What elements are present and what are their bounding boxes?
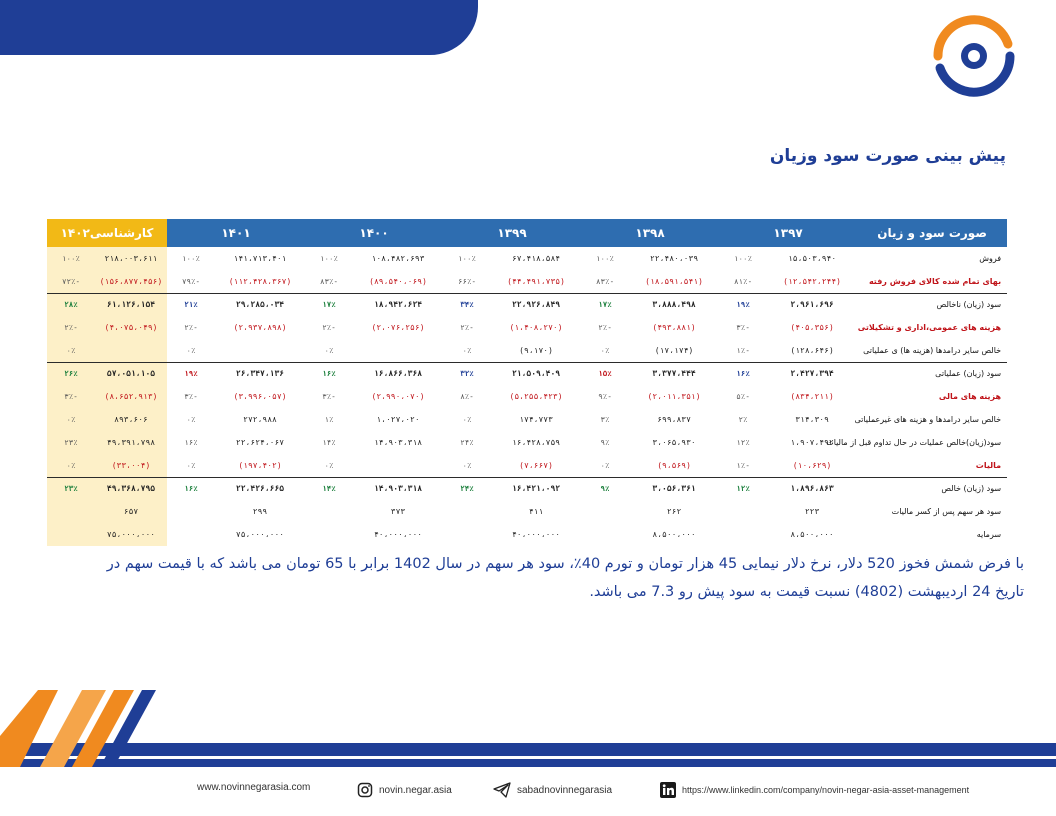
percent-cell: ۹٪: [581, 477, 629, 500]
percent-cell: [581, 500, 629, 523]
value-cell: ۲۷۲،۹۸۸: [243, 415, 277, 424]
percent-cell: -۲٪: [47, 316, 95, 339]
percent-cell: ۱۴٪: [305, 477, 353, 500]
percent-cell: -۸۱٪: [734, 276, 753, 286]
year-header: ۱۳۹۹: [443, 219, 581, 247]
percent-cell: [47, 523, 95, 546]
value-cell: ۲۹۹: [252, 507, 268, 516]
row-label: سود(زیان)خالص عملیات در حال تداوم قبل از مالیات: [826, 438, 1002, 447]
value-cell: [353, 339, 443, 362]
value-cell: (۱،۴۰۸،۲۷۰): [509, 323, 563, 332]
percent-cell: ۰٪: [47, 339, 95, 362]
value-cell: ۸،۵۰۰،۰۰۰: [652, 530, 696, 539]
percent-cell: -۹٪: [598, 392, 612, 401]
value-cell: ۱،۹۰۷،۴۹۲: [790, 438, 834, 447]
row-label: فروش: [979, 254, 1002, 263]
percent-cell: ۰٪: [462, 460, 472, 470]
value-cell: (۱۷،۱۷۴): [654, 345, 694, 355]
row-label: سود هر سهم پس از کسر مالیات: [891, 507, 1002, 516]
value-cell: (۸۹،۵۴۰،۰۶۹): [369, 276, 427, 286]
table-row: [47, 247, 1007, 270]
row-label: خالص سایر درامدها و هزینه های غیرعملیاتی: [854, 415, 1002, 424]
percent-cell: [719, 500, 767, 523]
percent-cell: ۲٪: [738, 415, 748, 424]
table-row: [47, 523, 1007, 546]
percent-cell: ۳۴٪: [443, 293, 491, 316]
footer-telegram[interactable]: [493, 782, 612, 798]
value-cell: (۲،۹۳۷،۸۹۸): [233, 323, 287, 332]
footer-banner: [0, 690, 1056, 770]
percent-cell: [167, 523, 215, 546]
percent-cell: ۱۷٪: [305, 293, 353, 316]
table-row: [47, 362, 1007, 385]
value-cell: ۱۰۸،۴۸۲،۶۹۳: [371, 254, 425, 263]
percent-cell: ۱۰۰٪: [47, 247, 95, 270]
linkedin-url: https://www.linkedin.com/company/novin-negar-asia-asset-management: [682, 785, 970, 795]
table-body: [47, 247, 1007, 546]
percent-cell: ۱۰۰٪: [734, 254, 753, 263]
percent-cell: -۲٪: [460, 323, 474, 332]
percent-cell: -۳٪: [184, 392, 198, 401]
row-label: سرمایه: [976, 530, 1002, 539]
value-cell: ۲۶،۳۴۷،۱۳۶: [215, 362, 305, 385]
percent-cell: [443, 523, 491, 546]
year-header: ۱۳۹۷: [719, 219, 857, 247]
footer-linkedin[interactable]: [660, 782, 969, 798]
percent-cell: -۳٪: [322, 392, 336, 401]
value-cell: (۴۴،۴۹۱،۷۳۵): [507, 276, 565, 286]
value-cell: ۶۹۹،۸۳۷: [657, 415, 691, 424]
value-cell: ۴۹،۳۹۱،۷۹۸: [95, 431, 167, 454]
percent-cell: ۰٪: [47, 454, 95, 477]
value-cell: (۸،۶۵۲،۹۱۳): [95, 385, 167, 408]
value-cell: ۴۰،۰۰۰،۰۰۰: [511, 530, 561, 539]
value-cell: (۲،۰۱۱،۳۵۱): [647, 392, 701, 401]
income-statement-table: [47, 219, 1007, 546]
value-cell: ۱۶،۸۶۶،۳۶۸: [353, 362, 443, 385]
value-cell: ۱۴،۹۰۳،۳۱۸: [353, 477, 443, 500]
value-cell: ۲۲،۹۲۶،۸۴۹: [491, 293, 581, 316]
year-header: ۱۳۹۸: [581, 219, 719, 247]
table-row: [47, 385, 1007, 408]
row-label: سود (زیان) خالص: [857, 477, 1007, 500]
value-cell: (۱۸،۵۹۱،۵۴۱): [645, 276, 703, 286]
percent-cell: -۶۶٪: [458, 276, 477, 286]
table-row: [47, 270, 1007, 293]
value-cell: ۳،۳۷۷،۴۴۴: [629, 362, 719, 385]
table-row: [47, 408, 1007, 431]
instagram-handle: novin.negar.asia: [379, 784, 452, 796]
percent-cell: ۱۹٪: [167, 362, 215, 385]
percent-cell: ۱۲٪: [719, 477, 767, 500]
value-cell: (۱۱۲،۴۲۸،۳۶۷): [228, 276, 292, 286]
percent-cell: ۲۸٪: [47, 293, 95, 316]
value-cell: ۲۲۳: [804, 507, 820, 516]
percent-cell: ۱۰۰٪: [458, 254, 477, 263]
percent-cell: -۷۹٪: [181, 276, 201, 286]
year-header: ۱۴۰۱: [167, 219, 305, 247]
table-row: [47, 454, 1007, 477]
percent-cell: ۱۶٪: [167, 477, 215, 500]
percent-cell: ۰٪: [600, 345, 610, 355]
instagram-icon: [357, 782, 373, 798]
header-banner: [0, 0, 478, 55]
row-label: هزینه های عمومی،اداری و تشکیلاتی: [857, 323, 1002, 332]
percent-cell: ۲۴٪: [443, 477, 491, 500]
percent-cell: [305, 523, 353, 546]
value-cell: ۴۰،۰۰۰،۰۰۰: [373, 530, 423, 539]
value-cell: ۷۵،۰۰۰،۰۰۰: [235, 530, 285, 539]
table-header-row: [47, 219, 1007, 247]
table-row: [47, 431, 1007, 454]
percent-cell: [167, 500, 215, 523]
value-cell: ۲۲،۴۸۰،۰۳۹: [649, 254, 699, 263]
percent-cell: ۰٪: [186, 345, 196, 355]
percent-cell: ۱۰۰٪: [319, 254, 339, 263]
telegram-handle: sabadnovinnegarasia: [517, 784, 613, 796]
company-logo: [928, 16, 1020, 96]
percent-cell: ۲۶٪: [47, 362, 95, 385]
value-cell: ۲۱۸،۰۰۳،۶۱۱: [95, 247, 167, 270]
value-cell: ۳۷۳: [390, 507, 406, 516]
percent-cell: ۱۹٪: [719, 293, 767, 316]
percent-cell: ۱۲٪: [736, 438, 750, 447]
value-cell: ۲۲،۴۲۶،۶۶۵: [215, 477, 305, 500]
percent-cell: ۱۶٪: [305, 362, 353, 385]
value-cell: ۲۶۲: [666, 507, 682, 516]
value-cell: ۸،۵۰۰،۰۰۰: [790, 530, 834, 539]
value-cell: ۲،۴۲۷،۳۹۴: [767, 362, 857, 385]
value-cell: (۴،۰۷۵،۰۴۹): [95, 316, 167, 339]
value-cell: ۱۴،۹۰۳،۳۱۸: [373, 438, 423, 447]
percent-cell: ۰٪: [324, 345, 334, 355]
row-label: هزینه های مالی: [938, 392, 1002, 401]
value-cell: ۴۹،۳۶۸،۷۹۵: [95, 477, 167, 500]
percent-cell: -۷۲٪: [47, 270, 95, 293]
value-cell: (۴۹۳،۸۸۱): [652, 323, 696, 332]
value-cell: (۹،۵۶۹): [657, 460, 691, 470]
percent-cell: ۰٪: [462, 415, 472, 424]
table-row: [47, 500, 1007, 523]
table-row: [47, 477, 1007, 500]
linkedin-icon: [660, 782, 676, 798]
percent-cell: ۱۶٪: [719, 362, 767, 385]
value-cell: (۹،۱۷۰): [519, 345, 553, 355]
percent-cell: ۰٪: [186, 415, 196, 424]
website-text: www.novinnegarasia.com: [197, 782, 311, 793]
percent-cell: ۲۱٪: [167, 293, 215, 316]
value-cell: ۱،۰۲۷،۰۲۰: [376, 415, 420, 424]
value-cell: ۲،۹۶۱،۶۹۶: [767, 293, 857, 316]
row-label: سود (زیان) عملیاتی: [857, 362, 1007, 385]
percent-cell: ۱۰۰٪: [181, 254, 201, 263]
percent-cell: -۳٪: [736, 323, 750, 332]
percent-cell: -۸٪: [460, 392, 474, 401]
percent-cell: [443, 500, 491, 523]
value-cell: (۱۲،۵۴۲،۲۴۴): [783, 276, 841, 286]
value-cell: (۲،۰۷۶،۲۵۶): [371, 323, 425, 332]
percent-cell: ۰٪: [186, 460, 196, 470]
value-cell: (۵،۲۵۵،۴۲۳): [509, 392, 563, 401]
telegram-icon: [493, 782, 511, 798]
value-cell: ۱۴۱،۷۱۳،۴۰۱: [233, 254, 287, 263]
value-cell: ۳۱۴،۳۰۹: [795, 415, 829, 424]
value-cell: ۲۲،۶۲۴،۰۶۷: [235, 438, 285, 447]
value-cell: ۱۶،۴۲۱،۰۹۲: [491, 477, 581, 500]
forecast-year-header: کارشناسی۱۴۰۲: [47, 219, 167, 247]
value-cell: (۱۹۷،۴۰۲): [238, 460, 282, 470]
value-cell: ۴۱۱: [528, 507, 544, 516]
percent-cell: ۱۰۰٪: [596, 254, 615, 263]
value-cell: (۱۲۸،۶۴۶): [790, 345, 834, 355]
percent-cell: ۰٪: [47, 408, 95, 431]
value-cell: (۲،۹۹۰،۰۷۰): [371, 392, 425, 401]
value-cell: (۷،۶۶۷): [519, 460, 553, 470]
percent-cell: ۱۵٪: [581, 362, 629, 385]
percent-cell: -۱٪: [736, 345, 750, 355]
percent-cell: [719, 523, 767, 546]
value-cell: (۱۵۶،۸۷۷،۴۵۶): [95, 270, 167, 293]
percent-cell: ۲۳٪: [47, 431, 95, 454]
table-row: [47, 293, 1007, 316]
value-cell: (۴۰۵،۳۵۶): [790, 323, 834, 332]
table-row: [47, 339, 1007, 362]
percent-cell: -۵٪: [736, 392, 750, 401]
row-label: خالص سایر درامدها (هزینه ها) ی عملیاتی: [863, 345, 1002, 355]
summary-paragraph: با فرض شمش فخوز 520 دلار، نرخ دلار نیمایی 45 هزار تومان و تورم 40٪، سود هر سهم در سال 1402 برابر با 65 تومان می باشد که با قیمت سهم در تاریخ 24 اردیبهشت (4802) نسبت قیمت به سود پیش رو 7.3 می باشد.: [106, 556, 1024, 600]
value-cell: ۳،۸۸۸،۴۹۸: [629, 293, 719, 316]
value-cell: (۱۰،۶۲۹): [792, 460, 832, 470]
percent-cell: [581, 523, 629, 546]
row-label: بهای تمام شده کالای فروش رفته: [868, 276, 1002, 286]
value-cell: ۸۹۳،۶۰۶: [95, 408, 167, 431]
percent-cell: -۱٪: [736, 460, 750, 470]
value-cell: ۷۵،۰۰۰،۰۰۰: [95, 523, 167, 546]
footer-instagram[interactable]: [357, 782, 452, 798]
value-cell: [215, 339, 305, 362]
percent-cell: ۰٪: [462, 345, 472, 355]
value-cell: ۲۱،۵۰۹،۴۰۹: [491, 362, 581, 385]
value-cell: ۶۷،۴۱۸،۵۸۴: [511, 254, 561, 263]
footer-website[interactable]: [197, 782, 310, 793]
value-cell: ۱،۸۹۶،۸۶۳: [767, 477, 857, 500]
percent-cell: -۸۳٪: [319, 276, 339, 286]
percent-cell: ۰٪: [600, 460, 610, 470]
row-label: سود (زیان) ناخالص: [857, 293, 1007, 316]
value-cell: (۸۳۴،۲۱۱): [790, 392, 834, 401]
page-title: پیش بینی صورت سود وزیان: [769, 146, 1006, 166]
percent-cell: ۲۴٪: [460, 438, 474, 447]
value-cell: ۳،۰۵۶،۳۶۱: [629, 477, 719, 500]
value-cell: [353, 454, 443, 477]
percent-cell: ۲۳٪: [47, 477, 95, 500]
table-row: [47, 316, 1007, 339]
value-cell: ۱۵،۵۰۳،۹۴۰: [787, 254, 837, 263]
percent-cell: ۱۷٪: [581, 293, 629, 316]
value-cell: ۶۵۷: [95, 500, 167, 523]
percent-cell: ۹٪: [600, 438, 610, 447]
percent-cell: -۳٪: [47, 385, 95, 408]
value-cell: (۳۳،۰۰۴): [95, 454, 167, 477]
value-cell: ۲۹،۲۸۵،۰۳۴: [215, 293, 305, 316]
percent-cell: [47, 500, 95, 523]
percent-cell: ۱٪: [324, 415, 334, 424]
value-cell: ۶۱،۱۲۶،۱۵۴: [95, 293, 167, 316]
row-header: صورت سود و زیان: [857, 219, 1007, 247]
percent-cell: -۲٪: [184, 323, 198, 332]
percent-cell: ۳۲٪: [443, 362, 491, 385]
percent-cell: ۰٪: [324, 460, 334, 470]
percent-cell: ۱۴٪: [322, 438, 336, 447]
value-cell: ۳،۰۶۵،۹۳۰: [652, 438, 696, 447]
percent-cell: -۲٪: [598, 323, 612, 332]
value-cell: [95, 339, 167, 362]
value-cell: ۱۶،۴۲۸،۷۵۹: [511, 438, 561, 447]
row-label: مالیات: [975, 460, 1002, 470]
footer: [0, 776, 1056, 806]
year-header: ۱۴۰۰: [305, 219, 443, 247]
percent-cell: -۸۳٪: [596, 276, 615, 286]
value-cell: ۵۷،۰۵۱،۱۰۵: [95, 362, 167, 385]
value-cell: ۱۸،۹۴۲،۶۲۴: [353, 293, 443, 316]
value-cell: ۱۷۴،۷۷۳: [519, 415, 553, 424]
percent-cell: [305, 500, 353, 523]
percent-cell: -۲٪: [322, 323, 336, 332]
value-cell: (۳،۹۹۶،۰۵۷): [233, 392, 287, 401]
percent-cell: ۳٪: [600, 415, 610, 424]
percent-cell: ۱۶٪: [184, 438, 198, 447]
